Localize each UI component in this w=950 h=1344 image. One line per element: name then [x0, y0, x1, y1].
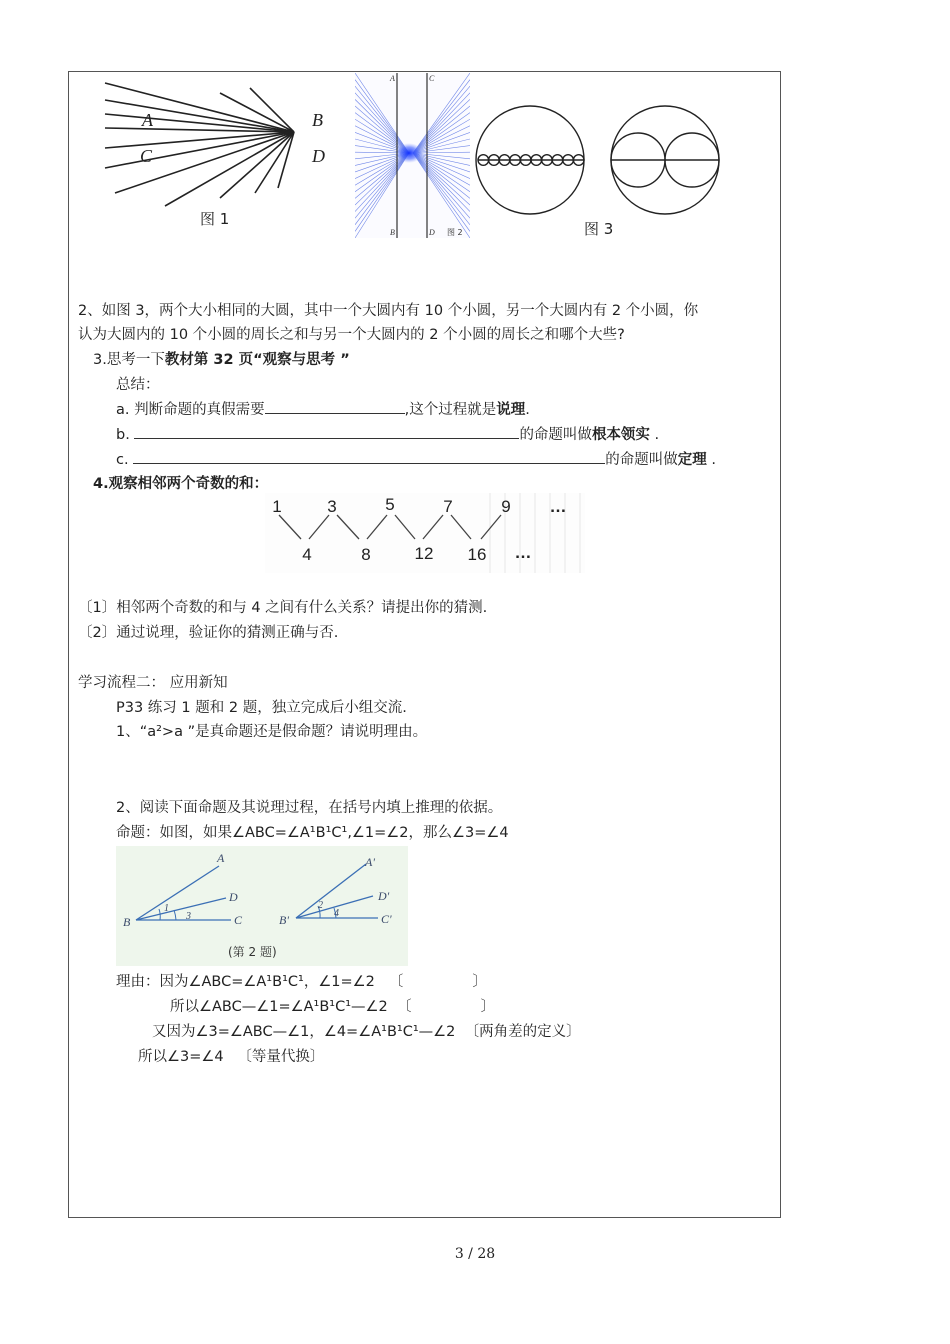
- figure-1: [100, 78, 340, 238]
- angle-left-label-a: A: [217, 851, 225, 865]
- fig3-caption: 图 3: [584, 220, 614, 238]
- q2-line1: 2、如图 3，两个大小相同的大圆，其中一个大圆内有 10 个小圆，另一个大圆内有 2 个小圆，你: [78, 303, 699, 319]
- angle-left-label-b: B: [123, 915, 131, 929]
- flow2-intro: P33 练习 1 题和 2 题，独立完成后小组交流.: [116, 700, 407, 716]
- angle-left-label-1: 1: [164, 903, 169, 914]
- reason-1: 理由：因为∠ABC=∠A¹B¹C¹，∠1=∠2 〔 〕: [116, 974, 487, 990]
- page-number: 3 / 28: [454, 1246, 496, 1262]
- angle-right-label-4: 4: [334, 908, 339, 919]
- flow2-title: 学习流程二： 应用新知: [78, 675, 228, 691]
- seq-bottom-3: 12: [414, 544, 434, 563]
- summary-b-prefix: b.: [116, 427, 135, 443]
- summary-a-end: .: [525, 402, 530, 418]
- fig2-label-b: B: [390, 228, 395, 237]
- seq-bottom-2: 8: [361, 545, 371, 564]
- q4-title: 4.观察相邻两个奇数的和：: [93, 476, 269, 492]
- fig1-label-c: C: [140, 146, 153, 166]
- q4-sub1: 〔1〕相邻两个奇数的和与 4 之间有什么关系？请提出你的猜测.: [78, 600, 488, 616]
- summary-b-end: .: [654, 427, 660, 443]
- seq-top-1: 1: [272, 497, 282, 516]
- seq-top-3: 5: [385, 495, 395, 514]
- seq-bottom-4: 16: [467, 545, 487, 564]
- angle-right-label-b: B': [279, 913, 289, 927]
- angle-right-label-c: C': [381, 912, 392, 926]
- seq-bottom-1: 4: [302, 545, 312, 564]
- summary-c-prefix: c.: [116, 452, 134, 468]
- fig2-label-c: C: [429, 74, 435, 83]
- summary-c-bold: 定理: [677, 452, 707, 468]
- summary-b-blank[interactable]: [134, 424, 519, 439]
- angle-right-label-2: 2: [318, 900, 323, 911]
- summary-a-bold: 说理: [496, 402, 526, 418]
- seq-top-ellipsis: …: [549, 497, 567, 516]
- summary-b-suffix: 的命题叫做: [519, 427, 592, 443]
- q3-line: [93, 350, 350, 370]
- seq-top-2: 3: [327, 497, 337, 516]
- summary-b: [116, 424, 659, 445]
- summary-a-suffix: ,这个过程就是: [404, 402, 497, 418]
- summary-a: [116, 399, 530, 420]
- q2-line2: 认为大圆内的 10 个小圆的周长之和与另一个大圆内的 2 个小圆的周长之和哪个大些?: [78, 327, 625, 343]
- summary-c-blank[interactable]: [133, 449, 605, 464]
- angle-figure-caption: (第 2 题): [228, 945, 277, 959]
- angle-right-label-a: A': [365, 855, 375, 869]
- fig2-caption: 图 2: [447, 228, 463, 237]
- fig1-caption: 图 1: [200, 210, 230, 228]
- summary-b-bold: 根本领实: [591, 427, 650, 443]
- seq-top-4: 7: [443, 497, 453, 516]
- q3-bold: 教材第 32 页“观察与思考 ”: [164, 352, 350, 368]
- reason-3: 又因为∠3=∠ABC—∠1，∠4=∠A¹B¹C¹—∠2 〔两角差的定义〕: [152, 1024, 581, 1040]
- figure-3: [474, 76, 744, 246]
- summary-title: 总结：: [116, 377, 160, 393]
- summary-a-blank[interactable]: [265, 399, 405, 414]
- seq-top-5: 9: [501, 497, 511, 516]
- reason-2: 所以∠ABC—∠1=∠A¹B¹C¹—∠2 〔 〕: [170, 999, 496, 1015]
- q4-sub2: 〔2〕通过说理，验证你的猜测正确与否.: [78, 625, 339, 641]
- flow2-prop: 命题：如图，如果∠ABC=∠A¹B¹C¹,∠1=∠2，那么∠3=∠4: [116, 825, 509, 841]
- angle-left-label-3: 3: [186, 911, 191, 922]
- fig1-label-b: B: [312, 110, 323, 130]
- angle-left-label-d: D: [229, 890, 238, 904]
- flow2-ex1: 1、“a²>a ”是真命题还是假命题？请说明理由。: [116, 724, 428, 740]
- angle-left-label-c: C: [234, 913, 243, 927]
- flow2-ex2: 2、阅读下面命题及其说理过程，在括号内填上推理的依据。: [116, 800, 503, 816]
- fig1-label-a: A: [142, 110, 153, 130]
- angle-right-label-d: D': [378, 889, 390, 903]
- summary-c: [116, 449, 716, 470]
- fig2-label-a: A: [390, 74, 395, 83]
- summary-a-prefix: a. 判断命题的真假需要: [116, 402, 265, 418]
- fig1-label-d: D: [312, 146, 325, 166]
- seq-bottom-ellipsis: …: [514, 543, 532, 562]
- summary-c-end: .: [711, 452, 716, 468]
- figure-2: [355, 73, 470, 238]
- q3-prefix: 3.思考一下: [93, 352, 165, 368]
- angle-figure: [116, 846, 408, 966]
- sequence-figure: [265, 493, 585, 573]
- summary-c-suffix: 的命题叫做: [605, 452, 678, 468]
- reason-4: 所以∠3=∠4 〔等量代换〕: [138, 1049, 325, 1065]
- fig2-label-d: D: [429, 228, 435, 237]
